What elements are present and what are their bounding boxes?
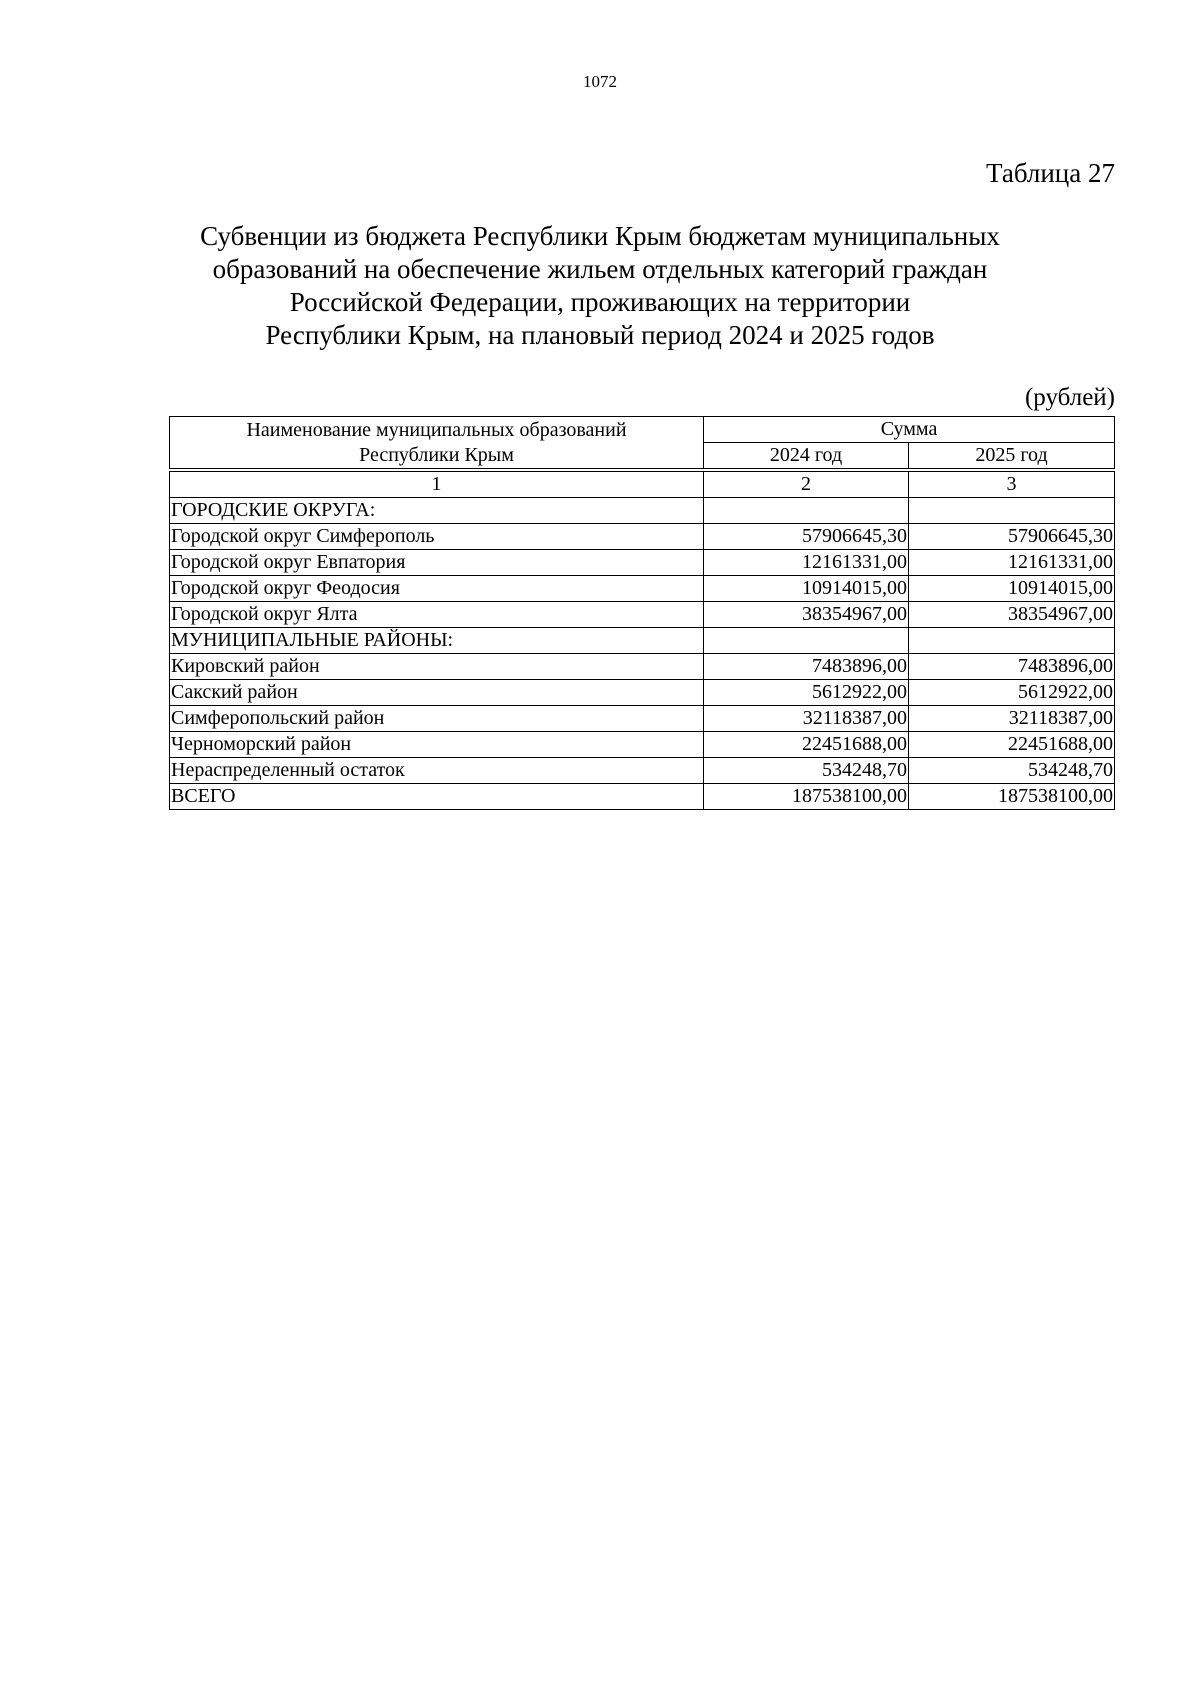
row-name: Нераспределенный остаток [170,758,704,784]
row-name: Сакский район [170,680,704,706]
units-label: (рублей) [1024,384,1115,411]
title-line: образований на обеспечение жильем отдельных категорий граждан [212,254,988,284]
title-line: Республики Крым, на плановый период 2024 и 2025 годов [265,320,935,350]
table-row [170,732,1115,758]
row-value-2025: 32118387,00 [909,706,1115,732]
row-value-2024: 12161331,00 [704,550,909,576]
table-row [170,550,1115,576]
row-value-2025: 534248,70 [909,758,1115,784]
title-line: Субвенции из бюджета Республики Крым бюджетам муниципальных [200,221,1000,251]
row-value-2025: 7483896,00 [909,654,1115,680]
row-name: Черноморский район [170,732,704,758]
row-name: ГОРОДСКИЕ ОКРУГА: [170,498,704,524]
total-row [170,784,1115,810]
subventions-table [169,416,1115,810]
row-value-2024: 38354967,00 [704,602,909,628]
total-value-2025: 187538100,00 [909,784,1115,810]
row-name: Городской округ Феодосия [170,576,704,602]
column-number: 1 [170,472,704,498]
year-2025-header: 2025 год [909,443,1115,469]
row-value-2025: 22451688,00 [909,732,1115,758]
table-row [170,654,1115,680]
row-value-2025: 38354967,00 [909,602,1115,628]
title-line: Российской Федерации, проживающих на территории [289,287,911,317]
row-value-2025: 5612922,00 [909,680,1115,706]
row-name: Городской округ Ялта [170,602,704,628]
row-value-2024 [704,498,909,524]
row-value-2025: 12161331,00 [909,550,1115,576]
row-name: Городской округ Евпатория [170,550,704,576]
table-row [170,524,1115,550]
table-row [170,628,1115,654]
table-row [170,602,1115,628]
sum-column-header: Сумма [704,417,1115,443]
total-value-2024: 187538100,00 [704,784,909,810]
row-name: Симферопольский район [170,706,704,732]
column-numbering-row [170,472,1115,498]
year-2024-header: 2024 год [704,443,909,469]
row-value-2025: 10914015,00 [909,576,1115,602]
table-row [170,576,1115,602]
row-value-2024: 534248,70 [704,758,909,784]
row-value-2024: 22451688,00 [704,732,909,758]
table-row [170,758,1115,784]
row-name: МУНИЦИПАЛЬНЫЕ РАЙОНЫ: [170,628,704,654]
document-title [150,220,1050,352]
name-header-line1: Наименование муниципальных образований [246,418,627,441]
table-row [170,498,1115,524]
row-value-2024: 32118387,00 [704,706,909,732]
column-number: 3 [909,472,1115,498]
row-value-2024: 7483896,00 [704,654,909,680]
row-value-2024: 57906645,30 [704,524,909,550]
row-value-2025 [909,498,1115,524]
total-label: ВСЕГО [170,784,704,810]
row-name: Кировский район [170,654,704,680]
name-column-header [170,417,704,469]
row-value-2024: 5612922,00 [704,680,909,706]
column-number: 2 [704,472,909,498]
table-header-row [170,417,1115,443]
table-row [170,706,1115,732]
name-header-line2: Республики Крым [359,443,514,466]
table-row [170,680,1115,706]
row-value-2025: 57906645,30 [909,524,1115,550]
row-value-2024 [704,628,909,654]
page-number: 1072 [583,72,617,91]
row-value-2025 [909,628,1115,654]
row-name: Городской округ Симферополь [170,524,704,550]
table-number: Таблица 27 [986,158,1115,188]
row-value-2024: 10914015,00 [704,576,909,602]
